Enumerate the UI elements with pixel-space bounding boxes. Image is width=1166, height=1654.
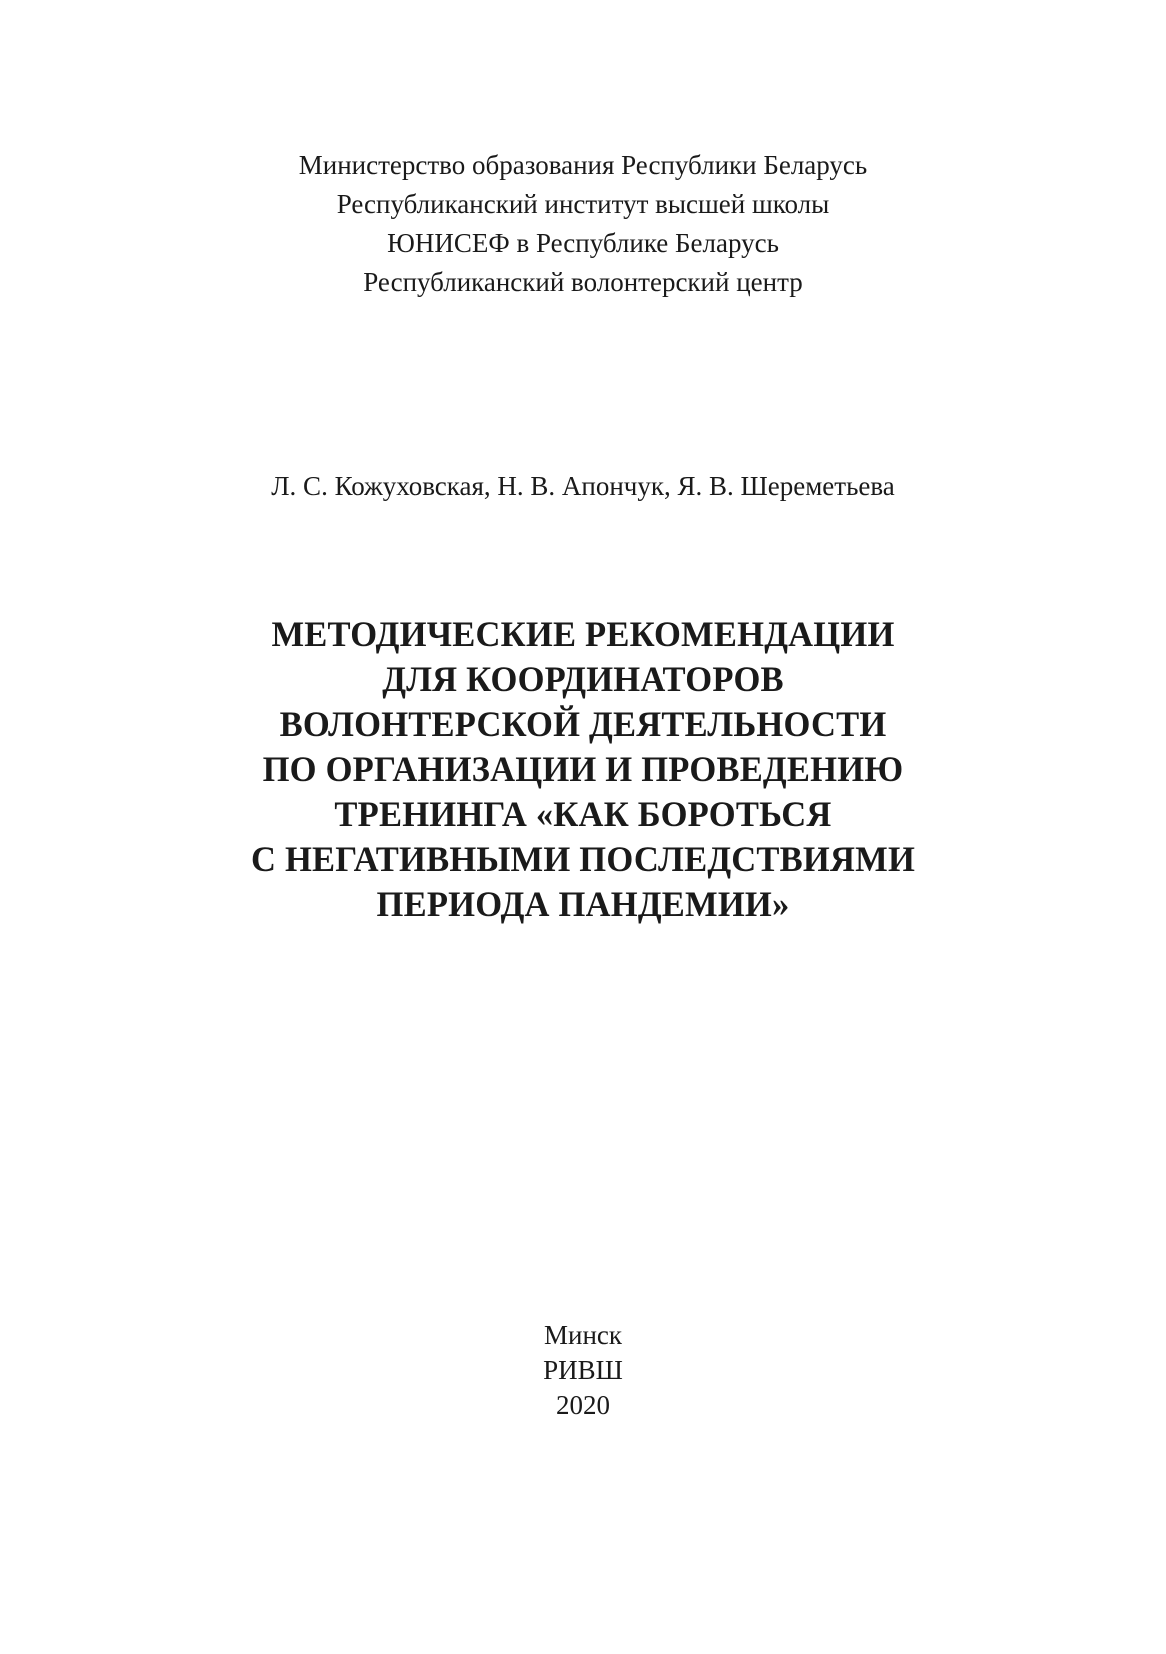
document-title	[23, 612, 1142, 927]
title-line: ПО ОРГАНИЗАЦИИ И ПРОВЕДЕНИЮ	[262, 749, 904, 789]
title-line: ДЛЯ КООРДИНАТОРОВ	[382, 659, 784, 699]
imprint-city: Минск	[543, 1320, 622, 1350]
imprint-publisher: РИВШ	[543, 1355, 623, 1385]
organization-institute: Республиканский институт высшей школы	[336, 189, 830, 219]
imprint-year: 2020	[556, 1390, 610, 1420]
title-line: ТРЕНИНГА «КАК БОРОТЬСЯ	[334, 794, 832, 834]
title-line: ПЕРИОДА ПАНДЕМИИ»	[376, 884, 790, 924]
imprint-block	[0, 1318, 1166, 1423]
title-line: ВОЛОНТЕРСКОЙ ДЕЯТЕЛЬНОСТИ	[279, 704, 887, 744]
organization-ministry: Министерство образования Республики Беларусь	[298, 150, 868, 180]
title-line: С НЕГАТИВНЫМИ ПОСЛЕДСТВИЯМИ	[250, 839, 916, 879]
authors: Л. С. Кожуховская, Н. В. Апончук, Я. В. Шереметьева	[271, 471, 895, 501]
organization-volunteer-center: Республиканский волонтерский центр	[363, 267, 803, 297]
organization-unicef: ЮНИСЕФ в Республике Беларусь	[387, 228, 779, 258]
organizations-block	[0, 146, 1166, 302]
title-line: МЕТОДИЧЕСКИЕ РЕКОМЕНДАЦИИ	[271, 614, 895, 654]
